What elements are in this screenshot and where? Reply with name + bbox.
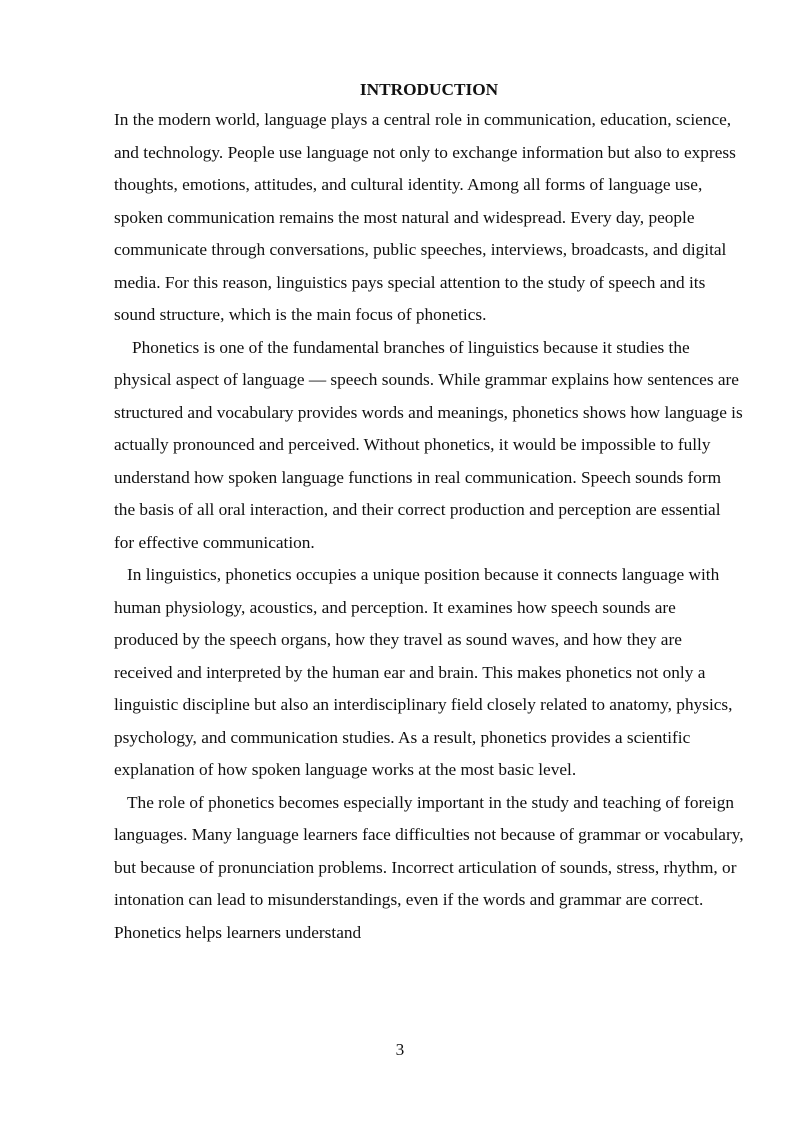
section-title: INTRODUCTION (359, 80, 499, 99)
paragraph-4: The role of phonetics becomes especially important in the study and teaching of foreign languages. Many language learners face difficulties not because of grammar or vocabulary, but because of pronunciation problems. Incorrect articulation of sounds, stress, rhythm, or intonation can lead to misunderstandings, even if the words and grammar are correct. Phonetics helps learners understand (114, 792, 744, 942)
page-content (114, 74, 744, 949)
paragraph-2: Phonetics is one of the fundamental branches of linguistics because it studies the physical aspect of language — speech sounds. While grammar explains how sentences are structured and vocabulary provides words and meanings, phonetics shows how language is actually pronounced and perceived. Without phonetics, it would be impossible to fully understand how spoken language functions in real communication. Speech sounds form the basis of all oral interaction, and their correct production and perception are essential for effective communication. (114, 337, 743, 552)
page-number: 3 (395, 1040, 405, 1059)
paragraph-3: In linguistics, phonetics occupies a unique position because it connects language with human physiology, acoustics, and perception. It examines how speech sounds are produced by the speech organs, how they travel as sound waves, and how they are received and interpreted by the human ear and brain. This makes phonetics not only a linguistic discipline but also an interdisciplinary field closely related to anatomy, physics, psychology, and communication studies. As a result, phonetics provides a scientific explanation of how spoken language works at the most basic level. (114, 565, 733, 779)
paragraph-1: In the modern world, language plays a central role in communication, education, science, and technology. People use language not only to exchange information but also to express thoughts, emotions, attitudes, and cultural identity. Among all forms of language use, spoken communication remains the most natural and widespread. Every day, people communicate through conversations, public speeches, interviews, broadcasts, and digital media. For this reason, linguistics pays special attention to the study of speech and its sound structure, which is the main focus of phonetics. (114, 110, 736, 324)
